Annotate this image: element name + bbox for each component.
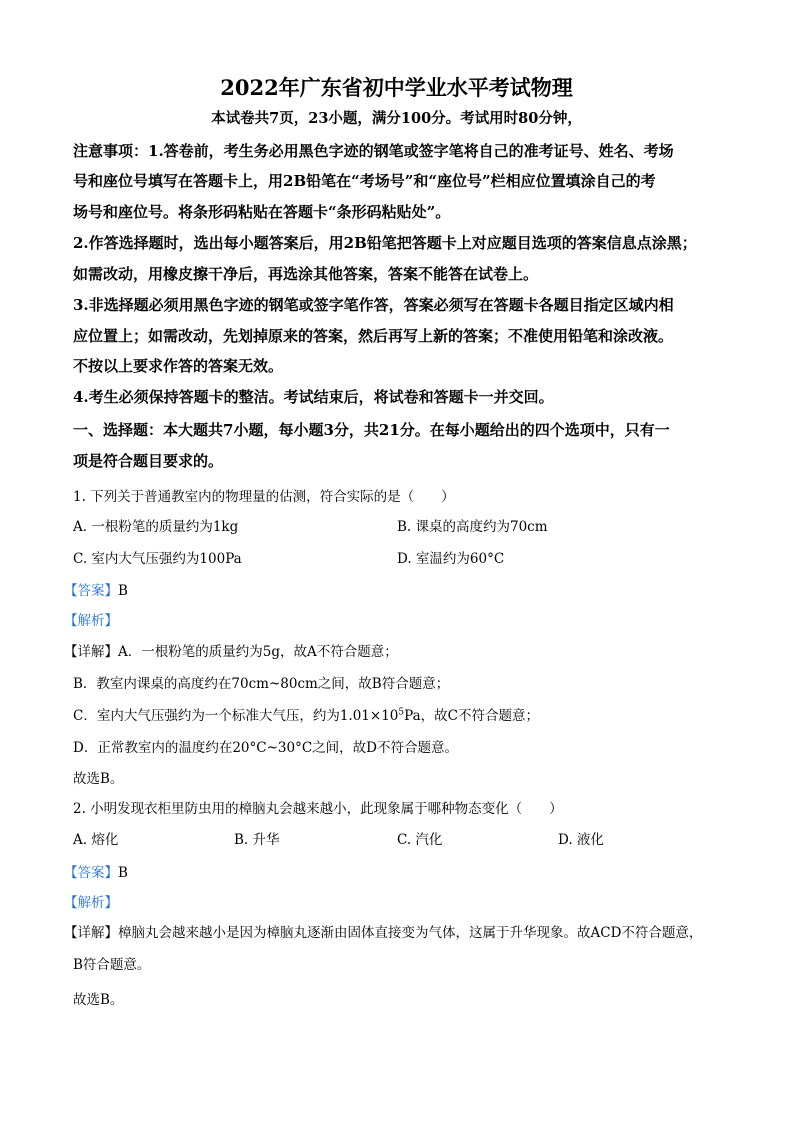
- q1-option-c: C. 室内大气压强约为100Pa: [73, 551, 242, 567]
- q2-answer-tag: 【答案】: [64, 865, 118, 881]
- q1-detail-line-1: [64, 640, 398, 660]
- q1-detail-tag: 【详解】: [64, 644, 118, 660]
- exam-title: 2022年广东省初中学业水平考试物理: [220, 75, 573, 100]
- q1-detail-d: D．正常教室内的温度约在20°C~30°C之间，故D不符合题意。: [73, 740, 458, 756]
- section-heading-line-2: 项是符合题目要求的。: [73, 452, 224, 470]
- q1-detail-c-part2: Pa，故C不符合题意；: [404, 708, 539, 724]
- q1-analysis-tag: 【解析】: [64, 613, 118, 629]
- q1-answer: B: [118, 583, 128, 599]
- note-1-line-3: 场号和座位号。将条形码粘贴在答题卡“条形码粘贴处”。: [73, 203, 451, 221]
- q1-detail-c-exponent: 5: [398, 707, 405, 718]
- note-3-line-1: 3.非选择题必须用黑色字迹的钢笔或签字笔作答，答案必须写在答题卡各题目指定区域内相: [73, 296, 674, 314]
- q2-stem: 2. 小明发现衣柜里防虫用的樟脑丸会越来越小，此现象属于哪种物态变化（ ）: [73, 801, 563, 817]
- note-2-line-2: 如需改动，用橡皮擦干净后，再选涂其他答案，答案不能答在试卷上。: [73, 265, 539, 283]
- q1-detail-c-part1: C．室内大气压强约为一个标准大气压，约为1.01×10: [73, 708, 399, 724]
- q1-answer-row: [64, 579, 128, 599]
- q2-answer-row: [64, 861, 128, 881]
- exam-subtitle: 本试卷共7页，23小题，满分100分。考试用时80分钟，: [211, 110, 582, 127]
- q1-option-d: D. 室温约为60°C: [397, 551, 505, 567]
- note-1-line-2: 号和座位号填写在答题卡上，用2B铅笔在“考场号”和“座位号”栏相应位置填涂自己的考: [73, 172, 656, 190]
- note-3-line-2: 应位置上；如需改动，先划掉原来的答案，然后再写上新的答案；不准使用铅笔和涂改液。: [73, 327, 674, 345]
- q1-detail-b: B．教室内课桌的高度约在70cm~80cm之间，故B符合题意；: [73, 676, 450, 692]
- q2-option-a: A. 熔化: [73, 832, 119, 848]
- q2-option-c: C. 汽化: [397, 832, 443, 848]
- q1-option-a: A. 一根粉笔的质量约为1kg: [73, 519, 239, 535]
- q1-conclusion: 故选B。: [73, 771, 124, 787]
- q1-detail-c: [73, 704, 539, 724]
- q2-conclusion: 故选B。: [73, 992, 124, 1008]
- section-heading-line-1: 一、选择题：本大题共7小题，每小题3分，共21分。在每小题给出的四个选项中，只有一: [73, 421, 670, 439]
- q2-option-b: B. 升华: [234, 832, 280, 848]
- q1-stem: 1. 下列关于普通教室内的物理量的估测，符合实际的是（ ）: [73, 489, 455, 505]
- q2-analysis-tag: 【解析】: [64, 895, 118, 911]
- q2-detail-line-1: [64, 921, 702, 941]
- q1-option-b: B. 课桌的高度约为70cm: [397, 519, 548, 535]
- q2-detail-tag: 【详解】: [64, 925, 118, 941]
- q1-detail-a: A．一根粉笔的质量约为5g，故A不符合题意；: [118, 644, 398, 660]
- q2-detail-b: B符合题意。: [73, 957, 151, 973]
- q1-answer-tag: 【答案】: [64, 583, 118, 599]
- note-1-line-1: 注意事项：1.答卷前，考生务必用黑色字迹的钢笔或签字笔将自己的准考证号、姓名、考场: [73, 142, 674, 160]
- note-2-line-1: 2.作答选择题时，选出每小题答案后，用2B铅笔把答题卡上对应题目选项的答案信息点涂黑；: [73, 234, 697, 252]
- q2-detail-a: 樟脑丸会越来越小是因为樟脑丸逐渐由固体直接变为气体，这属于升华现象。故ACD不符合题意，: [118, 925, 703, 941]
- note-3-line-3: 不按以上要求作答的答案无效。: [73, 357, 284, 375]
- note-4: 4.考生必须保持答题卡的整洁。考试结束后，将试卷和答题卡一并交回。: [73, 388, 554, 406]
- q2-option-d: D. 液化: [558, 832, 604, 848]
- q2-answer: B: [118, 865, 128, 881]
